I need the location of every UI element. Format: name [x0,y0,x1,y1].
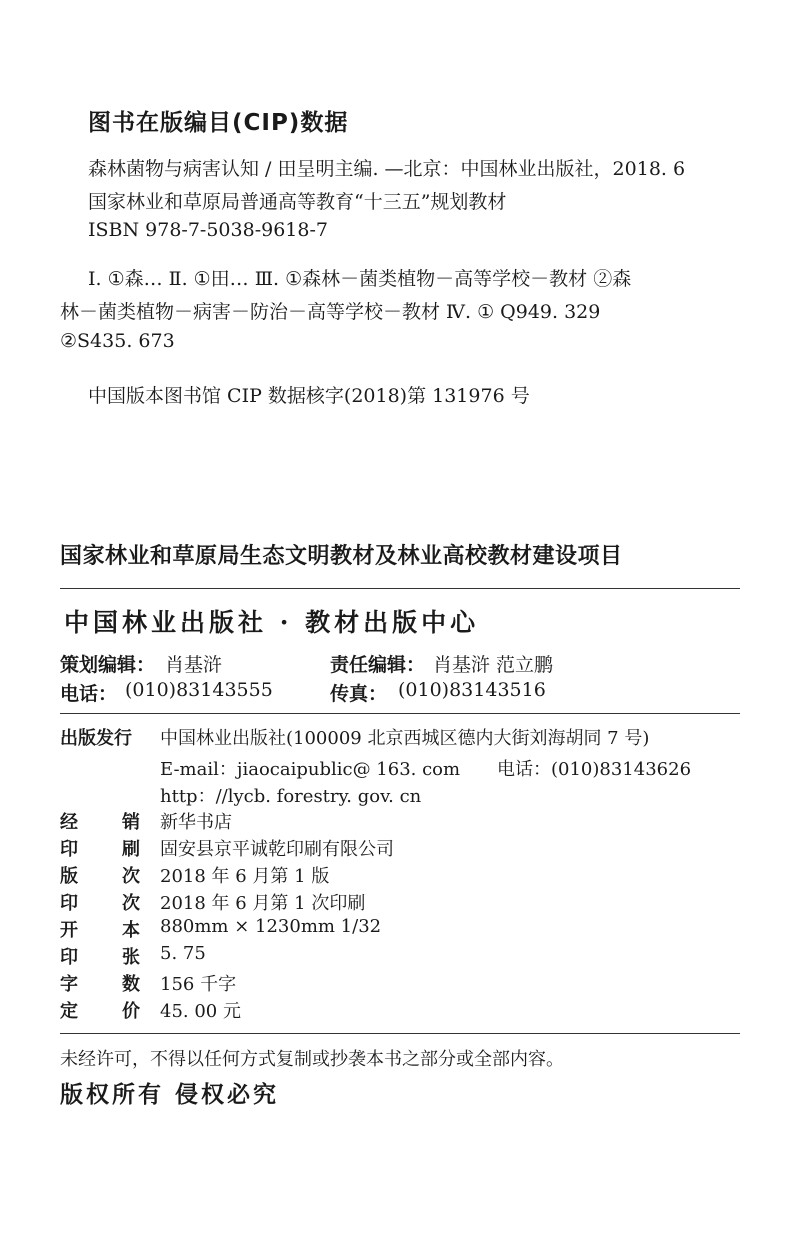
responsible-editor-value: 肖基浒 范立鹏 [433,654,554,676]
planning-editor-value: 肖基浒 [165,654,223,676]
detail-label-char: 经 [60,812,78,833]
detail-label-char: 数 [122,974,140,995]
publisher-center-title: 中国林业出版社 · 教材出版中心 [64,608,480,637]
cip-classification-line-2: 林－菌类植物－病害－防治－高等学校－教材 Ⅳ. ① Q949. 329 [60,301,601,323]
detail-value-distributor: 新华书店 [160,812,232,833]
phone-value: (010)83143555 [125,679,273,701]
divider [60,713,740,714]
detail-label-char: 本 [122,920,140,941]
cip-classification-line-3: ②S435. 673 [60,330,175,352]
detail-label-char: 张 [122,947,140,968]
detail-label [60,970,140,996]
fax-label: 传真： [330,683,388,705]
distribution-label: 出版发行 [60,728,132,749]
phone-label: 电话： [60,683,118,705]
copyright-notice: 未经许可，不得以任何方式复制或抄袭本书之部分或全部内容。 [60,1049,564,1070]
cip-series-line: 国家林业和草原局普通高等教育“十三五”规划教材 [88,191,507,213]
planning-editor-label: 策划编辑： [60,654,156,676]
detail-label [60,943,140,969]
detail-value-word-count: 156 千字 [160,974,237,995]
detail-value-printer: 固安县京平诚乾印刷有限公司 [160,839,394,860]
detail-label-char: 刷 [122,839,140,860]
responsible-editor-label: 责任编辑： [330,654,426,676]
detail-value-sheets: 5. 75 [160,943,206,964]
detail-label-char: 字 [60,974,78,995]
cip-title-line: 森林菌物与病害认知 / 田呈明主编. —北京：中国林业出版社，2018. 6 [88,158,686,180]
divider [60,1033,740,1034]
detail-label [60,997,140,1023]
detail-label-char: 次 [122,866,140,887]
cip-isbn: ISBN 978-7-5038-9618-7 [88,219,328,241]
detail-label [60,808,140,834]
detail-value-price: 45. 00 元 [160,1001,241,1022]
distribution-phone: 电话：(010)83143626 [497,759,692,780]
detail-label-char: 定 [60,1001,78,1022]
detail-label-char: 印 [60,947,78,968]
fax-value: (010)83143516 [398,679,546,701]
detail-label-char: 印 [60,893,78,914]
divider [60,588,740,589]
email-line: E-mail：jiaocaipublic@ 163. com [160,759,461,780]
detail-label [60,862,140,888]
detail-label [60,835,140,861]
detail-label-char: 开 [60,920,78,941]
rights-reserved: 版权所有 侵权必究 [60,1081,280,1108]
cip-classification-line-1: Ⅰ. ①森… Ⅱ. ①田… Ⅲ. ①森林－菌类植物－高等学校－教材 ②森 [88,268,632,290]
detail-label-char: 次 [122,893,140,914]
detail-value-edition: 2018 年 6 月第 1 版 [160,866,330,887]
detail-label-char: 价 [122,1001,140,1022]
detail-value-format: 880mm × 1230mm 1/32 [160,916,382,937]
distribution-value: 中国林业出版社(100009 北京西城区德内大街刘海胡同 7 号) [160,728,650,749]
cip-heading: 图书在版编目(CIP)数据 [88,110,349,136]
detail-label [60,889,140,915]
cip-check-number: 中国版本图书馆 CIP 数据核字(2018)第 131976 号 [88,385,530,407]
detail-label-char: 版 [60,866,78,887]
project-title: 国家林业和草原局生态文明教材及林业高校教材建设项目 [60,544,623,569]
detail-label-char: 印 [60,839,78,860]
detail-value-printing: 2018 年 6 月第 1 次印刷 [160,893,366,914]
detail-label-char: 销 [122,812,140,833]
detail-label [60,916,140,942]
website-line: http：//lycb. forestry. gov. cn [160,786,422,807]
